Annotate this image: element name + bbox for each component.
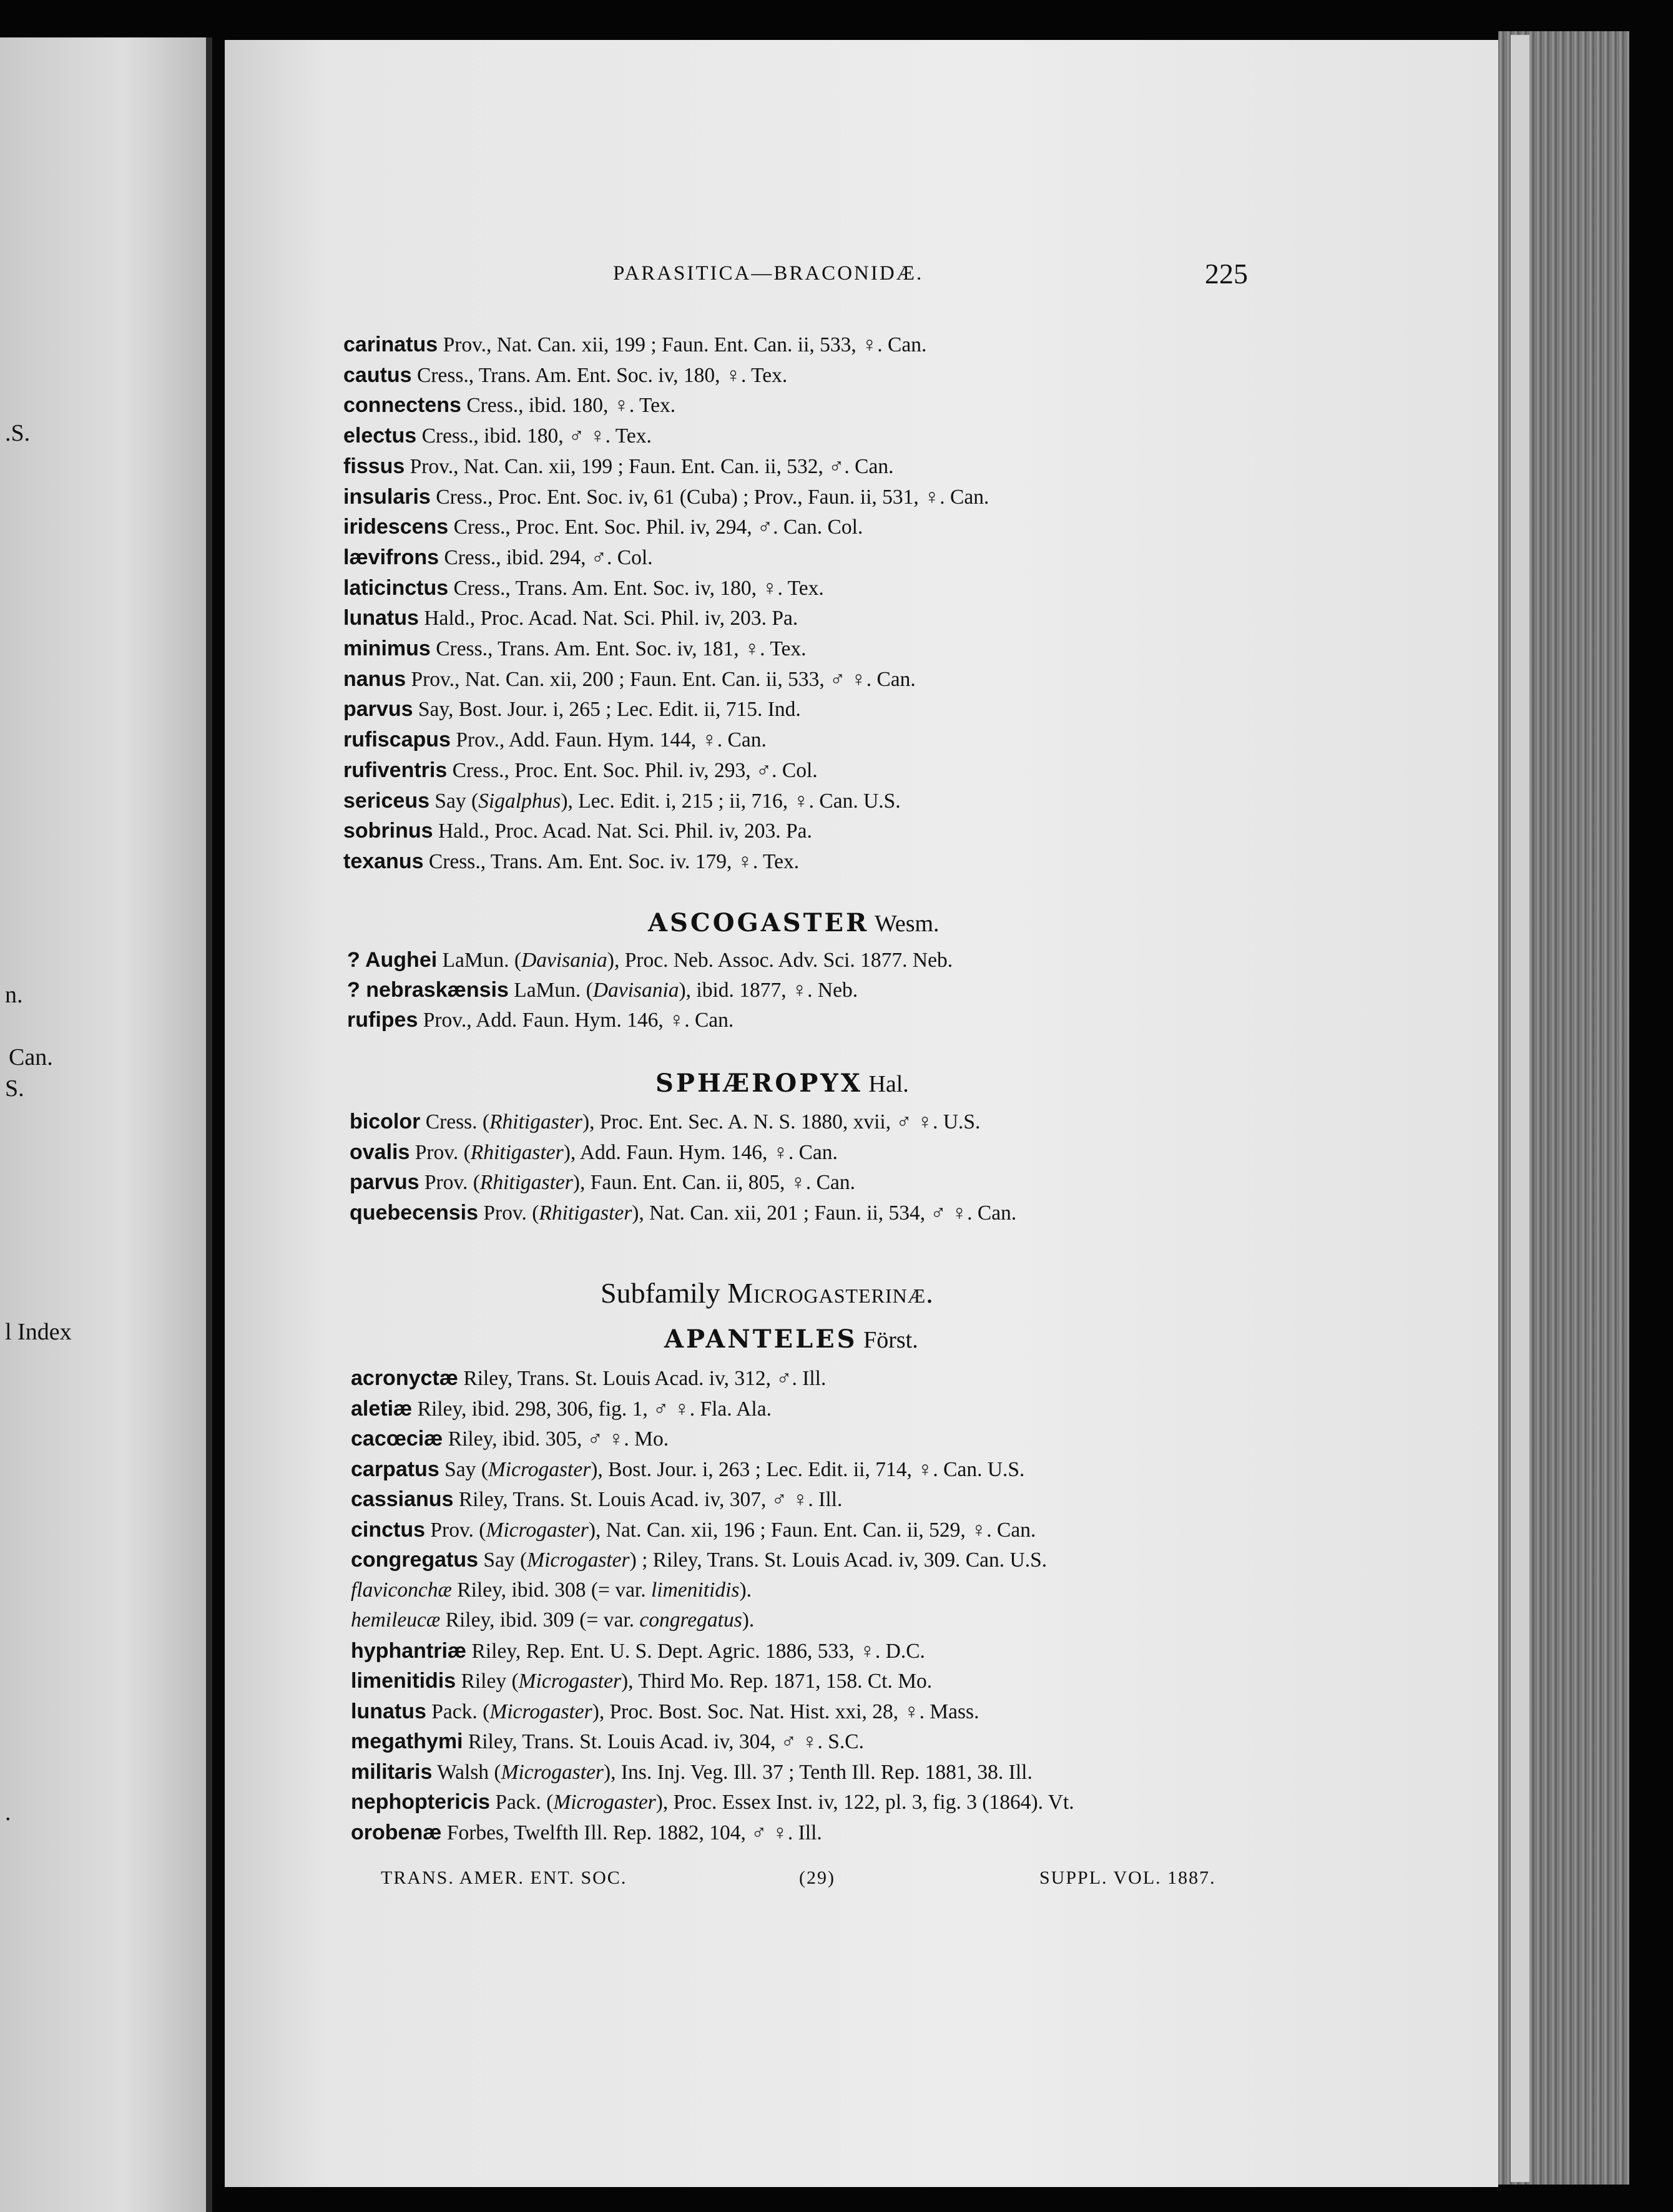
citation-text: Cress., Trans. Am. Ent. Soc. iv. 179, ♀. Tex. <box>423 849 800 873</box>
citation-text: ), Bost. Jour. i, 263 ; Lec. Edit. ii, 714, ♀. Can. U.S. <box>591 1457 1025 1481</box>
genus-name: SPHÆROPYX <box>655 1069 863 1098</box>
species-entry <box>351 1758 1033 1786</box>
species-name: bicolor <box>350 1110 421 1133</box>
left-page-text: Can. <box>9 1044 53 1070</box>
species-name: limenitidis <box>351 1669 456 1693</box>
original-genus: Rhitigaster <box>489 1110 582 1133</box>
species-name: texanus <box>343 849 424 873</box>
species-name: laticinctus <box>343 575 449 600</box>
citation-text: Prov., Add. Faun. Hym. 144, ♀. Can. <box>450 728 767 752</box>
citation-text: ), Add. Faun. Hym. 146, ♀. Can. <box>563 1140 838 1164</box>
species-entry <box>343 635 806 663</box>
left-page-text: . <box>5 1799 11 1826</box>
citation-author: Say ( <box>429 789 479 813</box>
species-name: acronyctæ <box>351 1366 458 1390</box>
species-name: fissus <box>343 454 405 478</box>
citation-text: ), ibid. 1877, ♀. Neb. <box>679 979 858 1002</box>
species-name: parvus <box>343 697 413 722</box>
species-name: minimus <box>343 637 431 660</box>
citation-text: Cress., Proc. Ent. Soc. iv, 61 (Cuba) ; Prov., Faun. ii, 531, ♀. Can. <box>430 485 989 509</box>
citation-author: Riley ( <box>456 1670 519 1693</box>
citation-author: Say ( <box>478 1549 527 1572</box>
citation-author: LaMun. ( <box>508 979 593 1002</box>
left-page-text: .S. <box>5 420 31 446</box>
original-genus: Microgaster <box>486 1518 589 1542</box>
citation-text: ). <box>742 1608 755 1632</box>
citation-text: ). <box>739 1578 752 1602</box>
species-entry <box>351 1395 772 1423</box>
species-name: militaris <box>351 1759 433 1784</box>
running-head: PARASITICA—BRACONIDÆ. <box>613 262 924 285</box>
species-name: cautus <box>343 363 412 387</box>
species-name: electus <box>343 424 417 448</box>
citation-author: Prov. ( <box>478 1201 539 1225</box>
species-name: cinctus <box>351 1517 426 1542</box>
species-name: nanus <box>343 667 406 691</box>
page-number: 225 <box>1205 258 1248 290</box>
species-name: cassianus <box>351 1487 454 1511</box>
citation-text: ), Proc. Ent. Sec. A. N. S. 1880, xvii, ♂ ♀. U.S. <box>582 1110 981 1133</box>
species-name: lunatus <box>343 606 419 630</box>
variety-name: flaviconchæ <box>351 1578 452 1602</box>
species-entry <box>351 1364 826 1392</box>
left-page-fragment <box>0 37 212 2212</box>
species-name: nephoptericis <box>351 1790 490 1814</box>
citation-text: Cress., Trans. Am. Ent. Soc. iv, 180, ♀. Tex. <box>448 576 824 600</box>
original-genus: Davisania <box>521 949 607 972</box>
species-name: insularis <box>343 484 431 509</box>
citation-text: Riley, ibid. 298, 306, fig. 1, ♂ ♀. Fla. Ala. <box>412 1397 772 1421</box>
species-name: quebecensis <box>350 1200 478 1225</box>
species-name: connectens <box>343 393 461 418</box>
species-name: ovalis <box>350 1140 410 1164</box>
citation-author: Riley, ibid. 308 (= var. <box>451 1578 651 1602</box>
citation-text: Prov., Nat. Can. xii, 199 ; Faun. Ent. Can. ii, 533, ♀. Can. <box>438 333 927 356</box>
citation-text: Riley, ibid. 305, ♂ ♀. Mo. <box>443 1427 669 1451</box>
species-entry <box>350 1108 980 1136</box>
citation-text: Riley, Rep. Ent. U. S. Dept. Agric. 1886, 533, ♀. D.C. <box>466 1639 925 1663</box>
species-entry <box>350 1168 855 1197</box>
species-entry <box>343 391 675 419</box>
citation-text: ), Nat. Can. xii, 201 ; Faun. ii, 534, ♂ ♀. Can. <box>632 1201 1017 1225</box>
citation-text: Say, Bost. Jour. i, 265 ; Lec. Edit. ii, 715. Ind. <box>413 698 801 722</box>
citation-author: LaMun. ( <box>437 949 522 972</box>
species-name: rufipes <box>347 1008 418 1032</box>
species-name: megathymi <box>351 1730 463 1753</box>
original-genus: limenitidis <box>651 1578 740 1602</box>
species-name: cacœciæ <box>351 1427 443 1451</box>
species-entry <box>351 1546 1047 1574</box>
species-name: congregatus <box>351 1548 479 1572</box>
species-entry <box>351 1456 1024 1484</box>
citation-text: ), Faun. Ent. Can. ii, 805, ♀. Can. <box>572 1171 856 1194</box>
original-genus: Rhitigaster <box>470 1140 564 1164</box>
subfamily-heading <box>601 1276 934 1309</box>
original-genus: Microgaster <box>501 1760 604 1784</box>
species-name: carinatus <box>343 333 438 356</box>
citation-text: Prov., Add. Faun. Hym. 146, ♀. Can. <box>418 1009 734 1032</box>
original-genus: Microgaster <box>489 1700 592 1723</box>
citation-author: Say ( <box>439 1457 488 1481</box>
left-page-text: S. <box>5 1075 24 1102</box>
genus-author: Hal. <box>862 1071 909 1097</box>
citation-text: Prov., Nat. Can. xii, 199 ; Faun. Ent. Can. ii, 532, ♂. Can. <box>405 454 894 478</box>
species-entry <box>351 1728 864 1756</box>
species-entry <box>343 756 818 785</box>
species-name: sericeus <box>343 788 429 813</box>
species-entry <box>351 1577 752 1604</box>
original-genus: Microgaster <box>553 1791 656 1814</box>
species-entry <box>343 331 926 359</box>
citation-text: Cress., Trans. Am. Ent. Soc. iv, 181, ♀. Tex. <box>430 637 807 660</box>
original-genus: Microgaster <box>488 1457 591 1481</box>
species-name: rufiventris <box>343 758 448 782</box>
citation-text: Hald., Proc. Acad. Nat. Sci. Phil. iv, 203. Pa. <box>433 820 812 843</box>
original-genus: Sigalphus <box>478 789 561 813</box>
species-entry <box>343 513 863 541</box>
genus-name: ASCOGASTER <box>648 908 870 937</box>
species-entry <box>343 483 989 511</box>
page-edge-strip <box>1511 35 1529 2182</box>
species-entry <box>343 817 812 845</box>
species-name: lunatus <box>351 1699 426 1723</box>
species-entry <box>343 787 901 815</box>
footer-signature: (29) <box>799 1867 835 1888</box>
species-entry <box>343 848 799 876</box>
left-page-text: l Index <box>5 1319 72 1345</box>
species-entry <box>351 1485 842 1514</box>
species-entry <box>343 422 652 450</box>
original-genus: congregatus <box>639 1608 742 1632</box>
citation-text: ), Nat. Can. xii, 196 ; Faun. Ent. Can. ii, 529, ♀. Can. <box>588 1518 1036 1542</box>
citation-author: Walsh ( <box>432 1760 501 1784</box>
footer-journal: TRANS. AMER. ENT. SOC. <box>381 1867 627 1888</box>
citation-text: Cress., ibid. 294, ♂. Col. <box>439 546 653 569</box>
citation-author: Pack. ( <box>426 1700 490 1723</box>
citation-author: Pack. ( <box>489 1791 554 1814</box>
citation-author: Prov. ( <box>425 1518 486 1542</box>
species-entry <box>343 695 801 723</box>
left-page-text: n. <box>5 982 23 1008</box>
species-entry <box>351 1516 1036 1544</box>
original-genus: Rhitigaster <box>539 1201 632 1225</box>
citation-author: Cress. ( <box>420 1110 490 1133</box>
species-entry <box>343 726 767 754</box>
original-genus: Davisania <box>592 979 679 1002</box>
species-entry <box>347 976 858 1004</box>
citation-author: Prov. ( <box>419 1171 480 1194</box>
citation-text: Riley, Trans. St. Louis Acad. iv, 312, ♂. Ill. <box>458 1367 827 1390</box>
citation-text: Cress., ibid. 180, ♂ ♀. Tex. <box>416 424 652 448</box>
original-genus: Microgaster <box>527 1549 630 1572</box>
citation-text: Riley, Trans. St. Louis Acad. iv, 304, ♂ ♀. S.C. <box>463 1730 864 1753</box>
genus-name: APANTELES <box>664 1324 858 1354</box>
species-entry <box>351 1667 932 1695</box>
citation-text: Riley, Trans. St. Louis Acad. iv, 307, ♂ ♀. Ill. <box>453 1488 843 1511</box>
species-entry <box>350 1138 838 1167</box>
species-entry <box>351 1819 822 1847</box>
species-entry <box>347 1006 733 1034</box>
citation-text: Forbes, Twelfth Ill. Rep. 1882, 104, ♂ ♀. Ill. <box>441 1821 822 1844</box>
species-name: rufiscapus <box>343 728 451 752</box>
genus-heading <box>664 1324 918 1354</box>
original-genus: Microgaster <box>518 1670 622 1693</box>
citation-text: ), Third Mo. Rep. 1871, 158. Ct. Mo. <box>621 1670 933 1693</box>
species-name: lævifrons <box>343 545 439 569</box>
citation-author: Riley, ibid. 309 (= var. <box>440 1608 640 1632</box>
citation-text: Hald., Proc. Acad. Nat. Sci. Phil. iv, 203. Pa. <box>418 607 798 630</box>
citation-text: Cress., Proc. Ent. Soc. Phil. iv, 293, ♂. Col. <box>447 758 818 782</box>
species-entry <box>351 1637 925 1665</box>
citation-text: ), Proc. Essex Inst. iv, 122, pl. 3, fig. 3 (1864). Vt. <box>655 1791 1074 1814</box>
citation-text: ) ; Riley, Trans. St. Louis Acad. iv, 309. Can. U.S. <box>629 1549 1047 1572</box>
species-name: orobenæ <box>351 1820 442 1844</box>
species-entry <box>343 453 893 481</box>
species-entry <box>351 1607 754 1634</box>
species-entry <box>343 574 824 602</box>
species-name: carpatus <box>351 1457 439 1481</box>
citation-text: Cress., Trans. Am. Ent. Soc. iv, 180, ♀. Tex. <box>411 363 788 387</box>
variety-name: hemileucæ <box>351 1608 441 1632</box>
genus-heading <box>655 1069 909 1098</box>
genus-heading <box>648 908 940 937</box>
citation-text: ), Lec. Edit. i, 215 ; ii, 716, ♀. Can. U.S. <box>561 789 901 813</box>
citation-text: ), Proc. Neb. Assoc. Adv. Sci. 1877. Neb. <box>607 949 953 972</box>
species-name: aletiæ <box>351 1396 413 1421</box>
species-entry <box>347 946 953 974</box>
species-name: parvus <box>350 1170 419 1194</box>
species-entry <box>343 665 916 693</box>
genus-author: Först. <box>857 1327 918 1353</box>
subfamily-prefix: Subfamily <box>601 1277 728 1309</box>
species-name: iridescens <box>343 515 449 539</box>
species-name: sobrinus <box>343 819 433 843</box>
genus-author: Wesm. <box>869 911 940 937</box>
species-entry <box>343 544 653 572</box>
subfamily-name: Microgasterinæ. <box>727 1277 934 1309</box>
species-entry <box>343 361 787 389</box>
species-name: ? Aughei <box>347 948 438 972</box>
citation-text: ), Ins. Inj. Veg. Ill. 37 ; Tenth Ill. Rep. 1881, 38. Ill. <box>603 1760 1033 1784</box>
citation-author: Prov. ( <box>410 1140 471 1164</box>
citation-text: Prov., Nat. Can. xii, 200 ; Faun. Ent. Can. ii, 533, ♂ ♀. Can. <box>406 667 916 691</box>
species-name: ? nebraskænsis <box>347 978 509 1002</box>
species-entry <box>351 1788 1074 1816</box>
species-entry <box>350 1199 1016 1227</box>
citation-text: Cress., Proc. Ent. Soc. Phil. iv, 294, ♂. Can. Col. <box>448 516 863 539</box>
original-genus: Rhitigaster <box>479 1171 573 1194</box>
citation-text: Cress., ibid. 180, ♀. Tex. <box>461 394 676 418</box>
citation-text: ), Proc. Bost. Soc. Nat. Hist. xxi, 28, ♀. Mass. <box>592 1700 979 1723</box>
species-entry <box>343 604 798 632</box>
species-entry <box>351 1425 669 1453</box>
species-entry <box>351 1698 979 1726</box>
species-name: hyphantriæ <box>351 1638 467 1663</box>
footer-volume: SUPPL. VOL. 1887. <box>1039 1867 1216 1888</box>
